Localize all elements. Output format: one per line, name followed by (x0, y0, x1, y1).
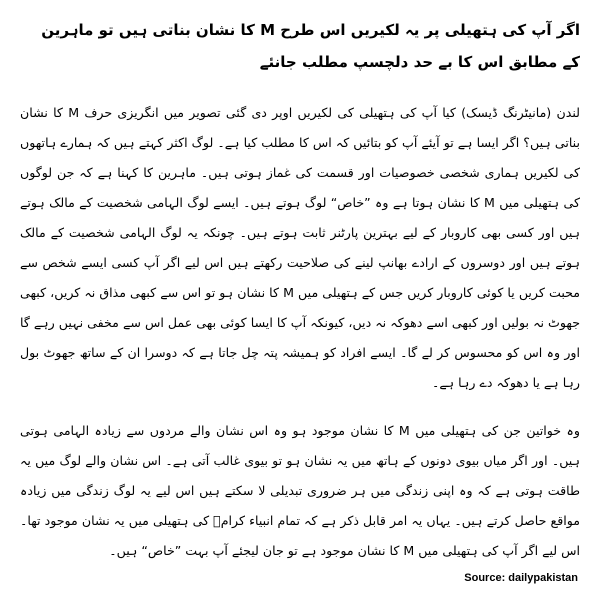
article-title: اگر آپ کی ہتھیلی پر یہ لکیریں اس طرح M کا نشان بناتی ہیں تو ماہرین کے مطابق اس کا بے حد دلچسپ مطلب جانئے (41, 21, 580, 71)
source-credit: Source: dailypakistan (464, 572, 578, 584)
article-paragraph-2: وہ خواتین جن کی ہتھیلی میں M کا نشان موجود ہو وہ اس نشان والے مردوں سے زیادہ الہامی ہوتی ہیں۔ اور اگر میاں بیوی دونوں کے ہاتھ میں یہ نشان ہو تو بیوی غالب آتی ہے۔ اس نشان والے لوگ میں یہ طاقت ہوتی ہے کہ وہ اپنی زندگی میں ہر ضروری تبدیلی لا سکتے ہیں اس لیے یہ لوگ زندگی میں زیادہ مواقع حاصل کرتے ہیں۔ یہاں یہ امر قابل ذکر ہے کہ تمام انبیاء کرامؑ کی ہتھیلی میں یہ نشان موجود تھا۔ اس لیے اگر آپ کی ہتھیلی میں M کا نشان موجود ہے تو جان لیجئے آپ بہت ”خاص“ ہیں۔ (20, 423, 580, 558)
article-paragraph-1: لندن (مانیٹرنگ ڈیسک) کیا آپ کی ہتھیلی کی لکیریں اوپر دی گئی تصویر میں انگریزی حرف M کا نشان بناتی ہیں؟ اگر ایسا ہے تو آیئے آپ کو بتائیں کہ اس کا مطلب کیا ہے۔ لوگ اکثر کہتے ہیں کہ ہمارے ہاتھوں کی لکیریں ہماری شخصی خصوصیات اور قسمت کی غماز ہوتی ہیں۔ ماہرین کا کہنا ہے کہ جن لوگوں کی ہتھیلی میں M کا نشان ہوتا ہے وہ ”خاص“ لوگ ہوتے ہیں۔ ایسے لوگ الہامی شخصیت کے مالک ہوتے ہیں اور کسی بھی کاروبار کے لیے بہترین پارٹنر ثابت ہوتے ہیں۔ چونکہ یہ لوگ الہامی شخصیت کے مالک ہوتے ہیں اور دوسروں کے ارادے بھانپ لینے کی صلاحیت رکھتے ہیں اس لیے اگر آپ کسی ایسے شخص سے محبت کریں یا کوئی کاروبار کریں جس کے ہتھیلی میں M کا نشان ہو تو اس سے کبھی مذاق نہ کریں، کبھی جھوٹ نہ بولیں اور کبھی اسے دھوکہ نہ دیں، کیونکہ آپ کا ایسا کوئی بھی عمل اس سے مخفی نہیں رہے گا اور وہ اس کو محسوس کر لے گا۔ ایسے افراد کو ہمیشہ پتہ چل جاتا ہے کہ دوسرا ان کے ساتھ جھوٹ بول رہا ہے یا دھوکہ دے رہا ہے۔ (20, 105, 580, 390)
